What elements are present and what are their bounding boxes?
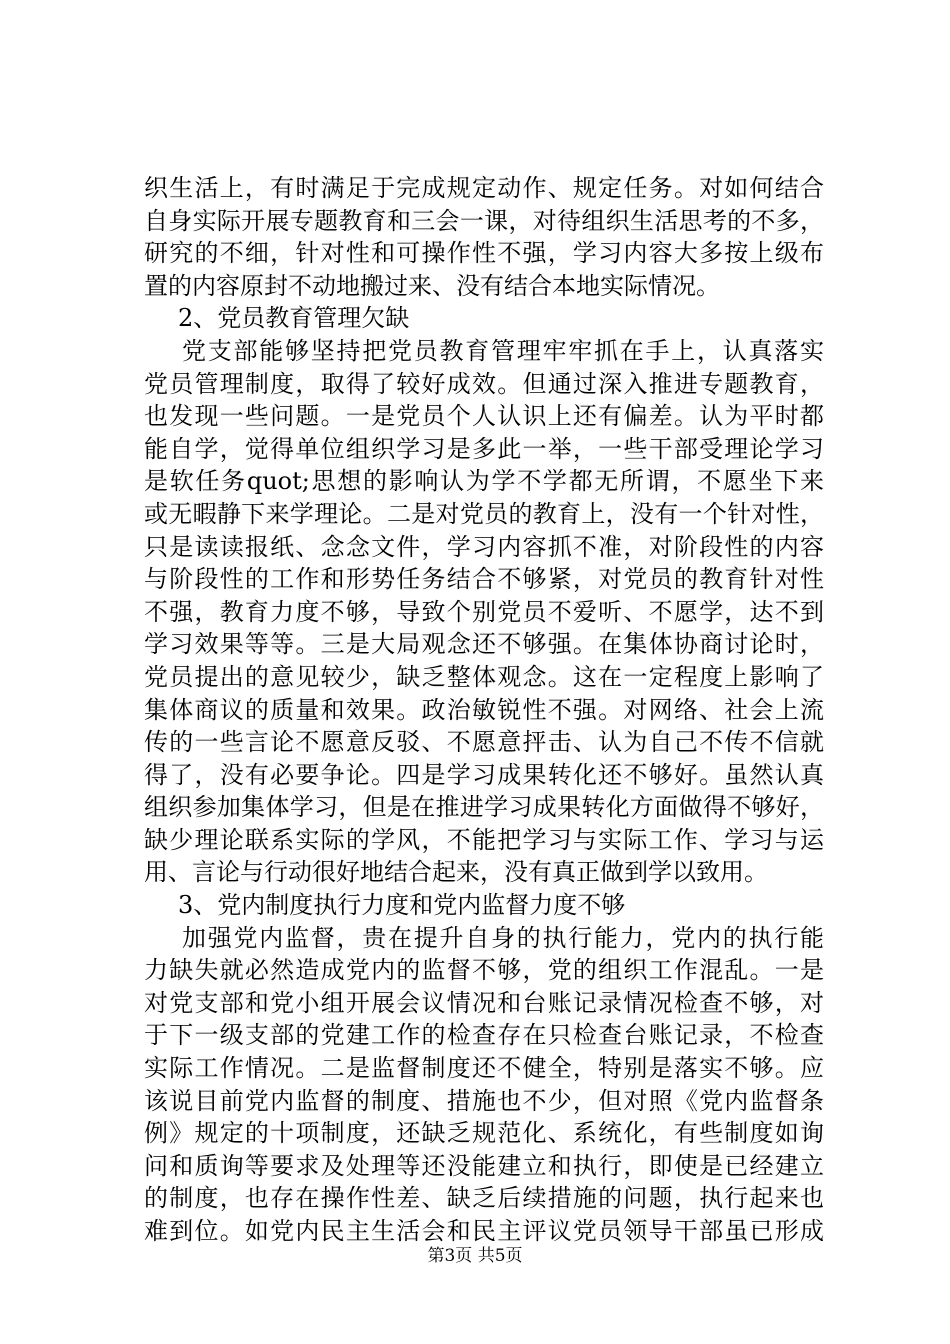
- text-line: 党支部能够坚持把党员教育管理牢牢抓在手上，认真落实: [182, 336, 824, 365]
- text-line: 与阶段性的工作和形势任务结合不够紧，对党员的教育针对性: [144, 565, 824, 594]
- body-text: [144, 172, 824, 1248]
- section-heading: 2、党员教育管理欠缺: [178, 304, 410, 333]
- text-line: 对党支部和党小组开展会议情况和台账记录情况检查不够，对: [144, 988, 824, 1017]
- text-line: 力缺失就必然造成党内的监督不够，党的组织工作混乱。一是: [144, 956, 824, 985]
- text-line: 传的一些言论不愿意反驳、不愿意抨击、认为自己不传不信就: [144, 728, 824, 757]
- text-line: 用、言论与行动很好地结合起来，没有真正做到学以致用。: [144, 858, 768, 887]
- text-line: 党员管理制度，取得了较好成效。但通过深入推进专题教育，: [144, 369, 824, 398]
- text-line: 实际工作情况。二是监督制度还不健全，特别是落实不够。应: [144, 1054, 824, 1083]
- text-line: 的制度，也存在操作性差、缺乏后续措施的问题，执行起来也: [144, 1184, 824, 1213]
- text-line: 例》规定的十项制度，还缺乏规范化、系统化，有些制度如询: [144, 1119, 824, 1148]
- section-heading: 3、党内制度执行力度和党内监督力度不够: [178, 891, 626, 920]
- text-line: 织生活上，有时满足于完成规定动作、规定任务。对如何结合: [144, 174, 824, 202]
- text-line: 组织参加集体学习，但是在推进学习成果转化方面做得不够好，: [144, 793, 824, 822]
- text-line: 或无暇静下来学理论。二是对党员的教育上，没有一个针对性，: [144, 499, 824, 528]
- text-line: 集体商议的质量和效果。政治敏锐性不强。对网络、社会上流: [144, 695, 824, 724]
- text-line: 是软任务quot;思想的影响认为学不学都无所谓，不愿坐下来: [144, 467, 824, 496]
- text-line: 自身实际开展专题教育和三会一课，对待组织生活思考的不多，: [144, 206, 824, 235]
- text-line: 能自学，觉得单位组织学习是多此一举，一些干部受理论学习: [144, 434, 824, 463]
- page-footer: 第3页 共5页: [427, 1246, 523, 1266]
- text-line: 只是读读报纸、念念文件，学习内容抓不准，对阶段性的内容: [144, 532, 824, 561]
- text-line: 问和质询等要求及处理等还没能建立和执行，即使是已经建立: [144, 1151, 824, 1180]
- text-line: 该说目前党内监督的制度、措施也不少，但对照《党内监督条: [144, 1086, 824, 1115]
- text-line: 难到位。如党内民主生活会和民主评议党员领导干部虽已形成: [144, 1217, 824, 1245]
- text-line: 不强，教育力度不够，导致个别党员不爱听、不愿学，达不到: [144, 597, 824, 626]
- text-line: 置的内容原封不动地搬过来、没有结合本地实际情况。: [144, 271, 720, 300]
- text-line: 加强党内监督，贵在提升自身的执行能力，党内的执行能: [182, 923, 824, 952]
- text-line: 研究的不细，针对性和可操作性不强，学习内容大多按上级布: [144, 239, 824, 268]
- text-line: 缺少理论联系实际的学风，不能把学习与实际工作、学习与运: [144, 825, 824, 854]
- text-line: 得了，没有必要争论。四是学习成果转化还不够好。虽然认真: [144, 760, 824, 789]
- text-line: 学习效果等等。三是大局观念还不够强。在集体协商讨论时，: [144, 630, 824, 659]
- text-line: 党员提出的意见较少，缺乏整体观念。这在一定程度上影响了: [144, 662, 824, 691]
- text-line: 也发现一些问题。一是党员个人认识上还有偏差。认为平时都: [144, 402, 824, 431]
- text-line: 于下一级支部的党建工作的检查存在只检查台账记录，不检查: [144, 1021, 824, 1050]
